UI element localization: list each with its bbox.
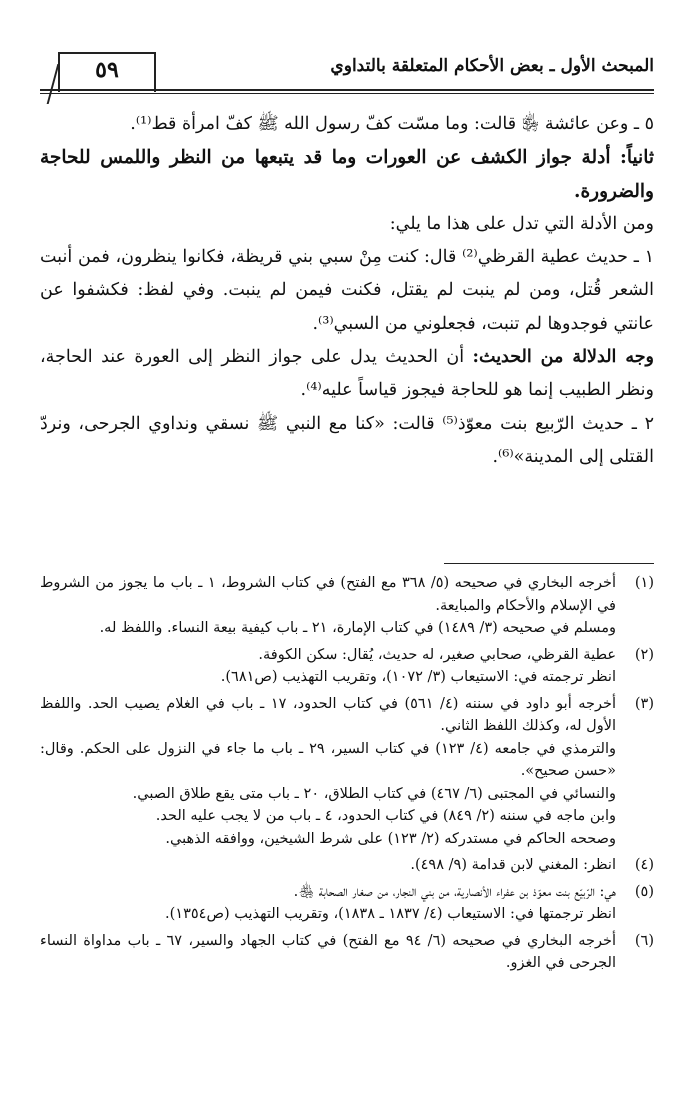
chapter-title: المبحث الأول ـ بعض الأحكام المتعلقة بالتداوي — [330, 56, 654, 76]
footnote-6 — [40, 930, 654, 975]
page-number-box — [58, 52, 156, 92]
footnote-text — [40, 693, 616, 851]
footnote-line: عطية القرظي، صحابي صغير، له حديث، يُقال: سكن الكوفة. — [258, 646, 616, 663]
footnote-number: (٥) — [634, 883, 654, 900]
footnote-2 — [40, 644, 654, 689]
footnote-line: وصححه الحاكم في مستدركه (٢/ ١٢٣) على شرط الشيخين، ووافقه الذهبي. — [165, 830, 616, 847]
footnote-line: انظر ترجمته في: الاستيعاب (٣/ ١٠٧٢)، وتقريب التهذيب (ص٦٨١). — [220, 669, 616, 685]
paragraph-evidence — [40, 341, 654, 408]
footnote-number: (٣) — [634, 695, 654, 712]
evidence-text: أن الحديث يدل على جواز النظر إلى العورة عند الحاجة، ونظر الطبيب إنما هو للحاجة فيجوز قياساً عليه⁽⁴⁾. — [40, 347, 654, 401]
footnote-text — [40, 644, 616, 689]
footnote-text — [40, 572, 616, 640]
footnote-5 — [40, 881, 654, 926]
paragraph-atiyya-hadith: ١ ـ حديث عطية القرظي⁽²⁾ قال: كنت مِنْ سبي بني قريظة، فكانوا ينظرون، فمن أنبت الشعر قُتل، ومن لم ينبت لم يقتل، فكنت فيمن لم ينبت. وفي لفظ: فكشفوا عن عانتي فوجدوها لم تنبت، فجعلوني من السبي⁽³⁾. — [40, 247, 654, 334]
footnote-line: ومسلم في صحيحه (٣/ ١٤٨٩) في كتاب الإمارة، ٢١ ـ باب كيفية بيعة النساء. واللفظ له. — [99, 620, 616, 636]
footnote-line: انظر ترجمتها في: الاستيعاب (٤/ ١٨٣٧ ـ ١٨٣٨)، وتقريب التهذيب (ص١٣٥٤). — [165, 906, 616, 922]
footnote-separator — [444, 563, 654, 564]
paragraph-aisha-hadith: ٥ ـ وعن عائشة ﵂ قالت: وما مسّت كفّ رسول الله ﷺ كفّ امرأة قط⁽¹⁾. — [130, 114, 654, 134]
footnote-line: والنسائي في المجتبى (٦/ ٤٦٧) في كتاب الطلاق، ٢٠ ـ باب متى يقع طلاق الصبي. — [132, 785, 616, 802]
footnote-text — [40, 854, 616, 877]
footnotes — [40, 572, 654, 975]
footnote-line: والترمذي في جامعه (٤/ ١٢٣) في كتاب السير، ٢٩ ـ باب ما جاء في النزول على الحكم. وقال: «حسن صحيح». — [40, 740, 616, 779]
evidence-label: وجه الدلالة من الحديث: — [472, 347, 655, 368]
footnote-line: أخرجه البخاري في صحيحه (٦/ ٩٤ مع الفتح) في كتاب الجهاد والسير، ٦٧ ـ باب مداواة النساء الجرحى في الغزو. — [40, 932, 616, 971]
footnote-number: (٦) — [634, 932, 654, 949]
page-number: ٥٩ — [95, 57, 119, 83]
paragraph-intro: ومن الأدلة التي تدل على هذا ما يلي: — [389, 213, 654, 234]
running-header — [40, 52, 654, 96]
footnote-line: أخرجه أبو داود في سننه (٤/ ٥٦١) في كتاب الحدود، ١٧ ـ باب في الغلام يصيب الحد. واللفظ الأول له، وكذلك اللفظ الثاني. — [40, 695, 617, 734]
footnote-line: وابن ماجه في سننه (٢/ ٨٤٩) في كتاب الحدود، ٤ ـ باب من لا يجب عليه الحد. — [155, 808, 616, 824]
footnote-number: (١) — [634, 575, 654, 591]
paragraph-rubayyi-hadith: ٢ ـ حديث الرّبيع بنت معوّذ⁽⁵⁾ قالت: «كنا مع النبي ﷺ نسقي ونداوي الجرحى، ونردّ القتلى إلى المدينة»⁽⁶⁾. — [40, 413, 654, 467]
footnote-number: (٢) — [634, 646, 654, 663]
main-text — [40, 108, 654, 474]
footnote-1 — [40, 572, 654, 640]
section-heading: ثانياً: أدلة جواز الكشف عن العورات وما قد يتبعها من النظر واللمس للحاجة والضرورة. — [40, 147, 654, 202]
footnote-text — [40, 930, 616, 975]
footnote-line: انظر: المغني لابن قدامة (٩/ ٤٩٨). — [410, 857, 616, 873]
footnote-line: أخرجه البخاري في صحيحه (٥/ ٣٦٨ مع الفتح) في كتاب الشروط، ١ ـ باب ما يجوز من الشروط في الإسلام والأحكام والمبايعة. — [40, 575, 616, 614]
footnote-4 — [40, 854, 654, 877]
footnote-line: هي: الرّبيّع بنت معوّذ بن عفراء الأنصارية، من بني النجار، من صغار الصحابة ﵃. — [293, 883, 616, 900]
footnote-number: (٤) — [634, 857, 654, 873]
footnote-3 — [40, 693, 654, 851]
footnote-text — [40, 881, 616, 926]
header-rule — [40, 89, 654, 94]
